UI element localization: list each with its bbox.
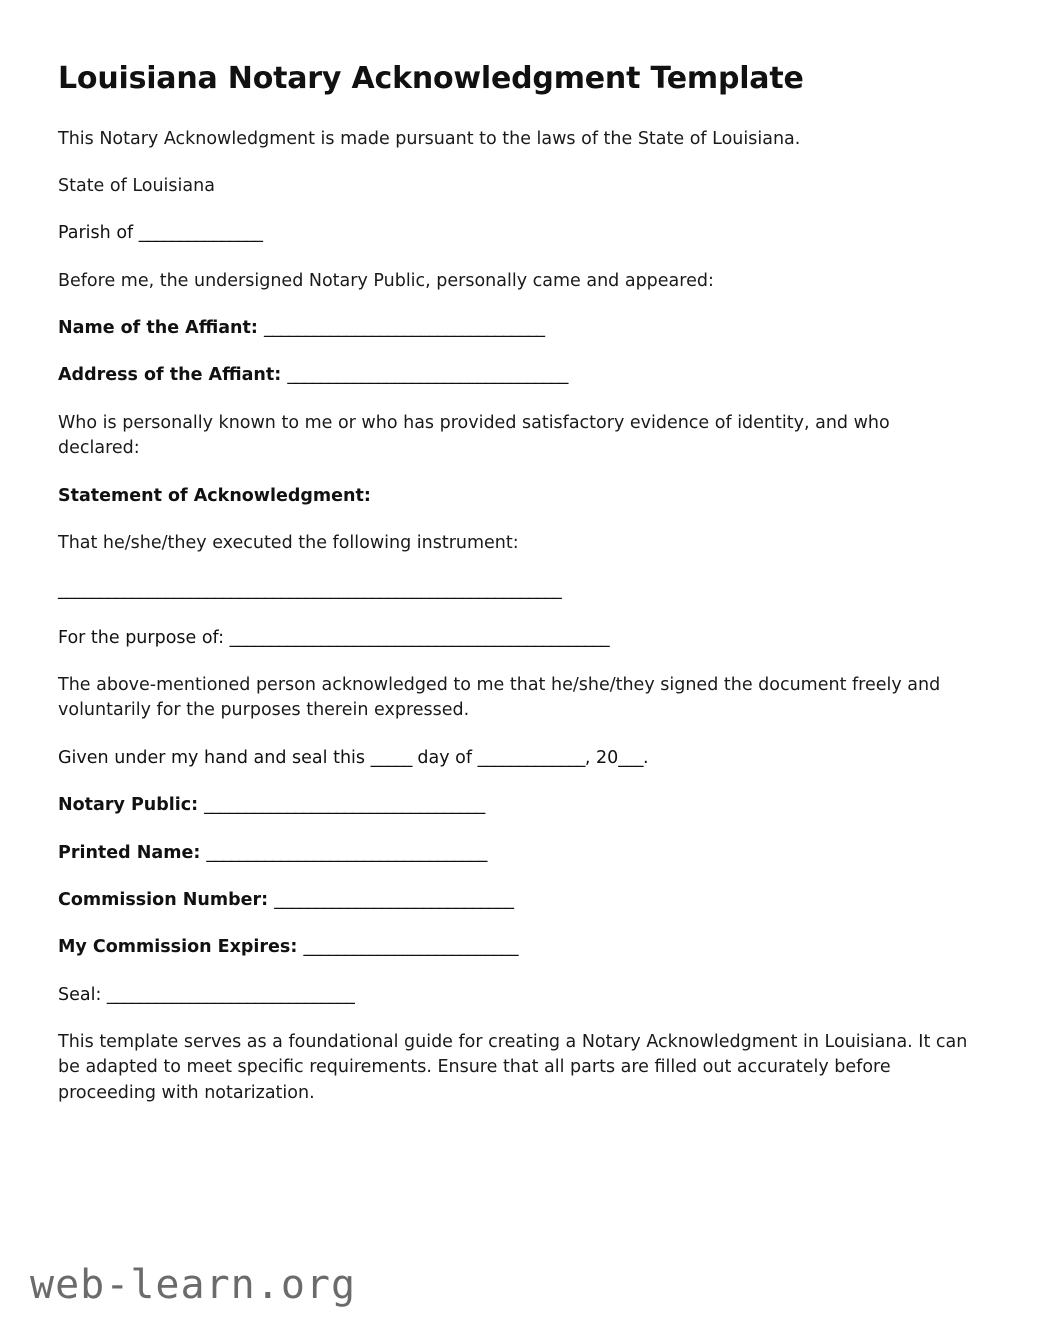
acknowledged-paragraph: The above-mentioned person acknowledged to me that he/she/they signed the document freely and voluntarily for the purposes therein expressed.	[58, 675, 941, 721]
affiant-name-field	[58, 316, 973, 341]
commission-number-field	[58, 888, 973, 913]
known-to-me-paragraph: Who is personally known to me or who has provided satisfactory evidence of identity, and who declared:	[58, 412, 890, 459]
notary-public-field	[58, 793, 973, 818]
parish-blank[interactable]: _______________	[138, 223, 263, 244]
given-under-hand-text-1: Given under my hand and seal this	[58, 747, 371, 768]
parish-label: Parish of	[58, 223, 139, 244]
given-under-hand-text-3: , 20	[584, 747, 619, 768]
notary-public-blank[interactable]: __________________________________	[204, 795, 485, 816]
affiant-name-blank[interactable]: __________________________________	[263, 318, 545, 338]
notary-public-label: Notary Public:	[58, 795, 205, 816]
affiant-address-field	[58, 363, 973, 388]
purpose-field	[58, 626, 973, 651]
seal-label: Seal:	[58, 984, 107, 1005]
closing-note-paragraph: This template serves as a foundational guide for creating a Notary Acknowledgment in Louisiana. It can be adapted to meet specific requirements. Ensure that all parts are filled out accurately before proceeding with notarization.	[58, 1032, 968, 1103]
commission-expires-label: My Commission Expires:	[58, 937, 304, 958]
affiant-address-blank[interactable]: __________________________________	[287, 365, 568, 386]
commission-expires-field	[58, 935, 973, 960]
purpose-label: For the purpose of:	[58, 627, 230, 648]
site-watermark: web-learn.org	[30, 1262, 357, 1308]
executed-instrument-paragraph: That he/she/they executed the following instrument:	[58, 532, 519, 553]
affiant-address-label: Address of the Affiant:	[58, 365, 288, 386]
month-blank[interactable]: _____________	[477, 747, 585, 768]
given-under-hand-text-2: day of	[411, 747, 478, 768]
intro-paragraph: This Notary Acknowledgment is made pursuant to the laws of the State of Louisiana.	[58, 128, 801, 149]
before-me-paragraph: Before me, the undersigned Notary Public, personally came and appeared:	[58, 270, 714, 291]
day-blank[interactable]: _____	[370, 747, 412, 768]
commission-number-label: Commission Number:	[58, 889, 275, 910]
commission-number-blank[interactable]: _____________________________	[274, 889, 514, 910]
document-content	[58, 62, 973, 1106]
seal-blank[interactable]: ______________________________	[106, 984, 355, 1005]
purpose-blank[interactable]: ______________________________________________	[229, 627, 610, 648]
affiant-name-label: Name of the Affiant:	[58, 318, 264, 338]
printed-name-label: Printed Name:	[58, 842, 207, 863]
given-under-hand-text-4: .	[642, 747, 649, 768]
year-blank[interactable]: ___	[618, 747, 643, 768]
state-line: State of Louisiana	[58, 175, 215, 196]
page-title: Louisiana Notary Acknowledgment Template	[58, 61, 804, 96]
printed-name-field	[58, 841, 973, 866]
parish-field	[58, 221, 973, 246]
printed-name-blank[interactable]: __________________________________	[206, 842, 487, 863]
statement-of-acknowledgment-heading: Statement of Acknowledgment:	[58, 485, 371, 506]
instrument-blank-line[interactable]: _____________________________________________________________	[58, 580, 562, 601]
given-under-hand-field	[58, 746, 973, 771]
commission-expires-blank[interactable]: __________________________	[303, 937, 518, 958]
seal-field	[58, 983, 973, 1008]
